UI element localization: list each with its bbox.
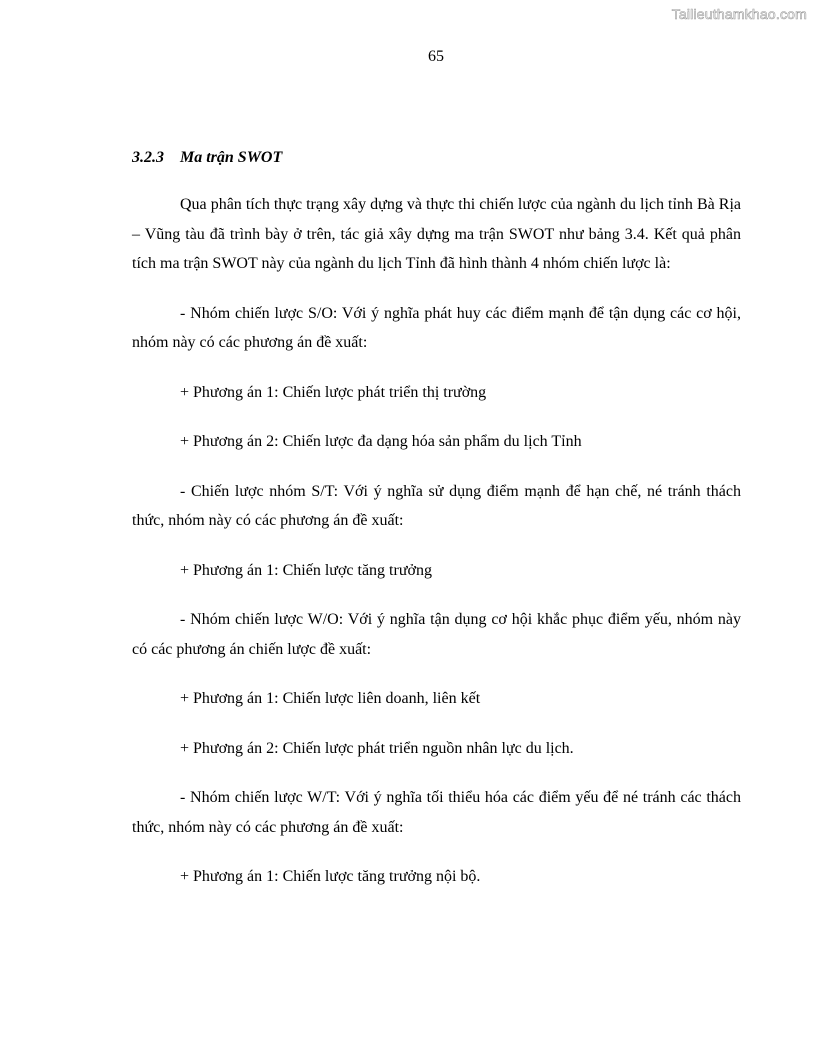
wt-option-1: + Phương án 1: Chiến lược tăng trưởng nội bộ.	[180, 868, 481, 885]
st-option-1: + Phương án 1: Chiến lược tăng trưởng	[180, 561, 432, 579]
wo-option-1: + Phương án 1: Chiến lược liên doanh, liên kết	[180, 690, 481, 707]
wt-strategy-paragraph: - Nhóm chiến lược W/T: Với ý nghĩa tối thiểu hóa các điểm yếu để né tránh các thách thức, nhóm này có các phương án đề xuất:	[132, 789, 741, 836]
watermark: Tailieuthamkhao.com	[671, 6, 807, 22]
wo-option-2: + Phương án 2: Chiến lược phát triển nguồn nhân lực du lịch.	[180, 739, 574, 757]
st-strategy-paragraph: - Chiến lược nhóm S/T: Với ý nghĩa sử dụng điểm mạnh để hạn chế, né tránh thách thức, nhóm này có các phương án đề xuất:	[132, 482, 741, 529]
document-body	[132, 146, 741, 892]
section-heading	[132, 146, 741, 170]
section-number: 3.2.3	[132, 149, 164, 166]
section-title: Ma trận SWOT	[180, 149, 283, 166]
so-option-2: + Phương án 2: Chiến lược đa dạng hóa sản phẩm du lịch Tỉnh	[180, 433, 582, 450]
wo-strategy-paragraph: - Nhóm chiến lược W/O: Với ý nghĩa tận dụng cơ hội khắc phục điểm yếu, nhóm này có các phương án chiến lược đề xuất:	[132, 611, 741, 658]
page-number: 65	[428, 48, 444, 65]
so-option-1: + Phương án 1: Chiến lược phát triển thị trường	[180, 383, 487, 401]
so-strategy-paragraph: - Nhóm chiến lược S/O: Với ý nghĩa phát huy các điểm mạnh để tận dụng các cơ hội, nhóm này có các phương án đề xuất:	[132, 304, 741, 351]
intro-paragraph: Qua phân tích thực trạng xây dựng và thực thi chiến lược của ngành du lịch tỉnh Bà Rịa – Vũng tàu đã trình bày ở trên, tác giả xây dựng ma trận SWOT như bảng 3.4. Kết quả phân tích ma trận SWOT này của ngành du lịch Tỉnh đã hình thành 4 nhóm chiến lược là:	[132, 196, 741, 272]
